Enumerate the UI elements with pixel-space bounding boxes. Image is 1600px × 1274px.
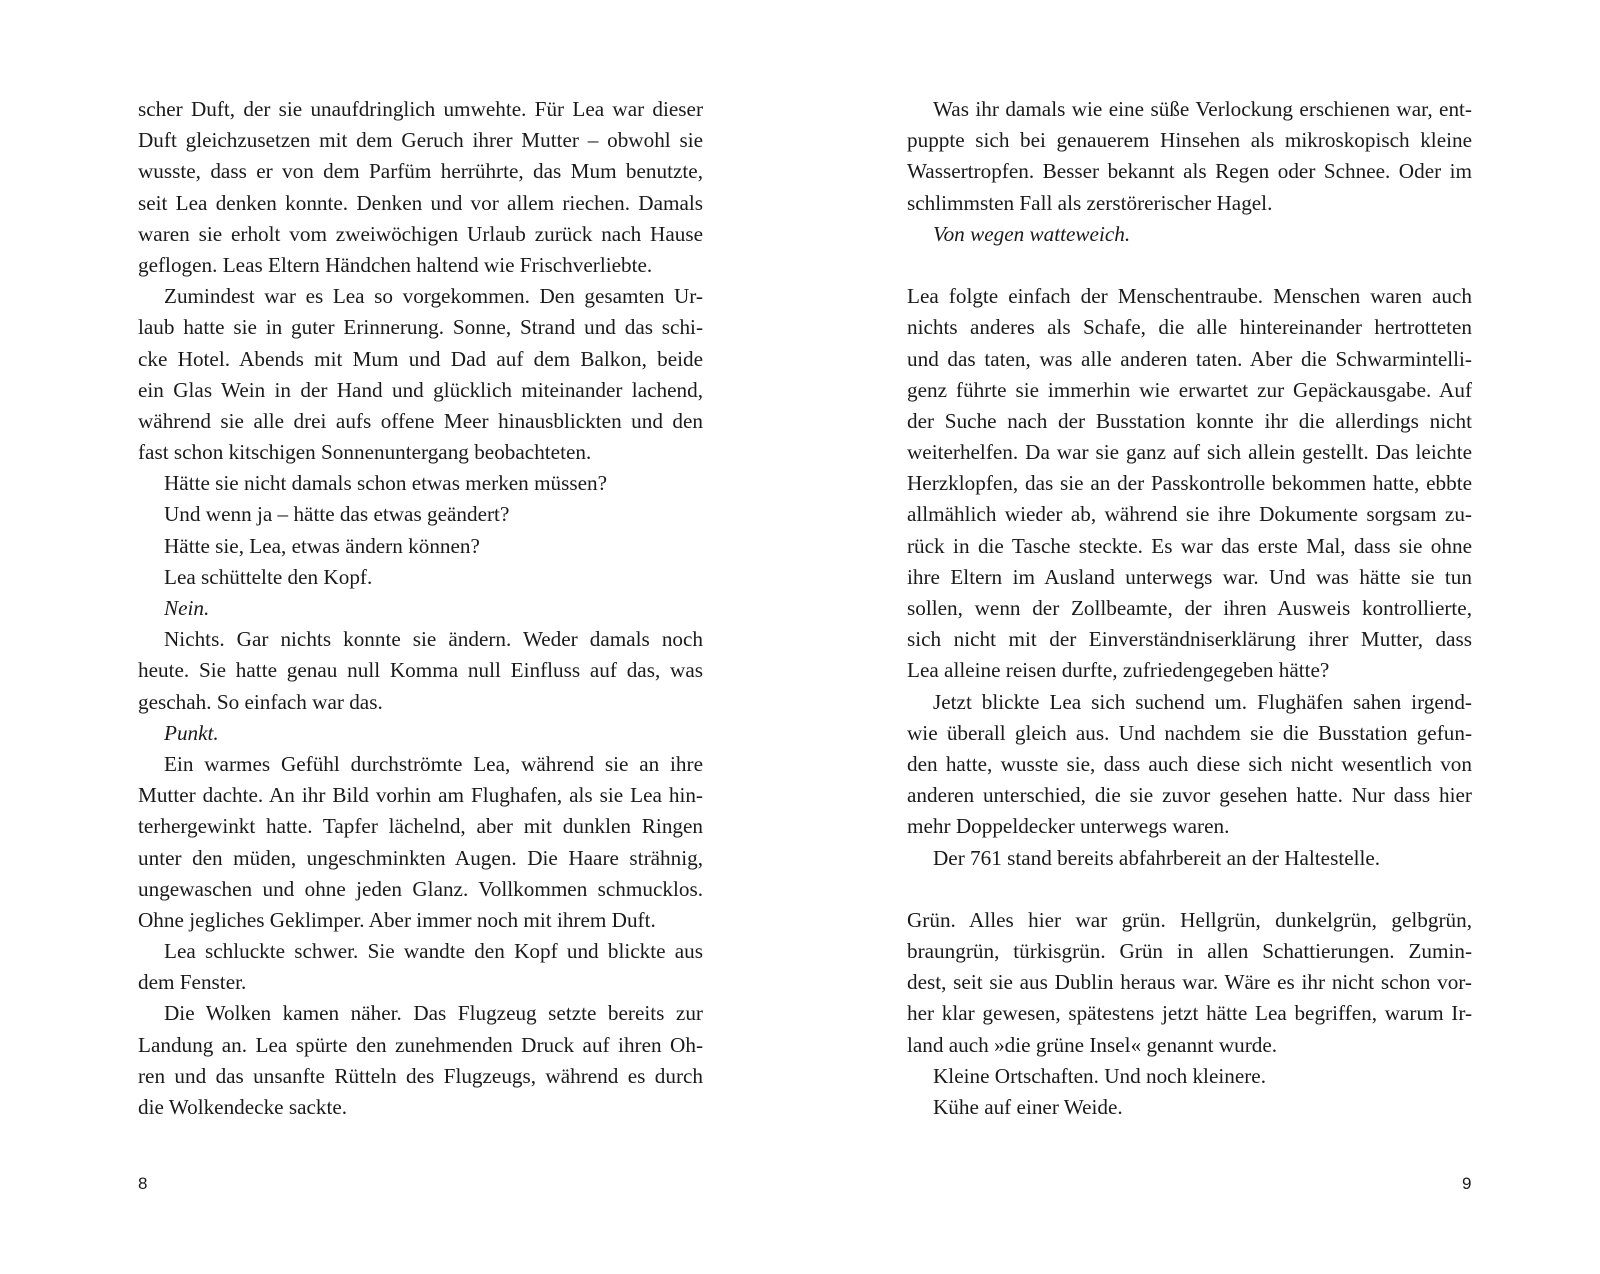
text-line: puppte sich bei genauerem Hinsehen als mikroskopisch kleine: [907, 128, 1472, 153]
text-line: die Wolkendecke sackte.: [138, 1095, 348, 1119]
text-line: geflogen. Leas Eltern Händchen haltend wie Frischverliebte.: [138, 252, 653, 277]
section-break: [907, 250, 1472, 281]
text-line: und das taten, was alle anderen taten. Aber die Schwarmintelli-: [907, 346, 1472, 371]
italic-text-line: Punkt.: [164, 720, 219, 745]
text-line: Lea schluckte schwer. Sie wandte den Kopf und blickte aus: [164, 939, 703, 964]
text-line: genz führte sie immerhin wie erwartet zur Gepäckausgabe. Auf: [907, 377, 1472, 402]
text-line: Und wenn ja – hätte das etwas geändert?: [164, 502, 510, 527]
text-line: land auch »die grüne Insel« genannt wurde.: [907, 1032, 1278, 1057]
text-line: während sie alle drei aufs offene Meer hinausblickten und den: [138, 408, 703, 433]
text-line: fast schon kitschigen Sonnenuntergang beobachteten.: [138, 440, 592, 465]
text-line: wie überall gleich aus. Und nachdem sie die Busstation gefun-: [907, 720, 1472, 745]
text-line: Nichts. Gar nichts konnte sie ändern. Weder damals noch: [164, 627, 703, 652]
text-line: Landung an. Lea spürte den zunehmenden Druck auf ihren Oh-: [138, 1032, 703, 1057]
text-line: Die Wolken kamen näher. Das Flugzeug setzte bereits zur: [164, 1001, 703, 1026]
page-number-right: 9: [1462, 1174, 1472, 1193]
text-line: sich nicht mit der Einverständniserklärung ihrer Mutter, dass: [907, 627, 1472, 652]
text-line: schlimmsten Fall als zerstörerischer Hagel.: [907, 190, 1273, 215]
section-break: [907, 874, 1472, 905]
text-line: weiterhelfen. Da war sie ganz auf sich allein gestellt. Das leichte: [907, 440, 1472, 465]
text-line: Lea alleine reisen durfte, zufriedengegeben hätte?: [907, 658, 1330, 683]
text-line: geschah. So einfach war das.: [138, 689, 383, 714]
text-line: anderen unterschied, die sie zuvor gesehen hatte. Nur dass hier: [907, 783, 1472, 808]
text-line: Kühe auf einer Weide.: [933, 1095, 1123, 1119]
text-line: unter den müden, ungeschminkten Augen. Die Haare strähnig,: [138, 845, 703, 870]
text-line: ren und das unsanfte Rütteln des Flugzeugs, während es durch: [138, 1063, 703, 1088]
left-page-text: [138, 94, 703, 1123]
text-line: ein Glas Wein in der Hand und glücklich miteinander lachend,: [138, 377, 703, 402]
text-line: mehr Doppeldecker unterwegs waren.: [907, 814, 1230, 839]
text-line: Grün. Alles hier war grün. Hellgrün, dunkelgrün, gelbgrün,: [907, 907, 1472, 932]
text-line: seit Lea denken konnte. Denken und vor allem riechen. Damals: [138, 190, 703, 215]
page-number-left: 8: [138, 1174, 148, 1193]
text-line: her klar gewesen, spätestens jetzt hätte Lea begriffen, warum Ir-: [907, 1001, 1472, 1026]
text-line: Was ihr damals wie eine süße Verlockung erschienen war, ent-: [933, 97, 1472, 121]
italic-text-line: Nein.: [164, 596, 210, 620]
text-line: rück in die Tasche steckte. Es war das erste Mal, dass sie ohne: [907, 533, 1472, 558]
text-line: Wassertropfen. Besser bekannt als Regen oder Schnee. Oder im: [907, 159, 1472, 184]
text-line: Hätte sie, Lea, etwas ändern können?: [164, 533, 480, 558]
text-line: Duft gleichzusetzen mit dem Geruch ihrer Mutter – obwohl sie: [138, 128, 703, 153]
text-line: Zumindest war es Lea so vorgekommen. Den gesamten Ur-: [164, 284, 703, 309]
text-line: cke Hotel. Abends mit Mum und Dad auf dem Balkon, beide: [138, 346, 703, 371]
text-line: Der 761 stand bereits abfahrbereit an der Haltestelle.: [933, 845, 1381, 870]
text-line: laub hatte sie in guter Erinnerung. Sonne, Strand und das schi-: [138, 315, 703, 340]
text-line: Mutter dachte. An ihr Bild vorhin am Flughafen, als sie Lea hin-: [138, 783, 703, 808]
text-line: terhergewinkt hatte. Tapfer lächelnd, aber mit dunklen Ringen: [138, 814, 703, 839]
text-line: dest, seit sie aus Dublin heraus war. Wäre es ihr nicht schon vor-: [907, 970, 1472, 995]
text-line: ihre Eltern im Ausland unterwegs war. Und was hätte sie tun: [907, 564, 1472, 589]
text-line: waren sie erholt vom zweiwöchigen Urlaub zurück nach Hause: [138, 221, 703, 246]
text-line: dem Fenster.: [138, 970, 247, 995]
italic-text-line: Von wegen watteweich.: [933, 221, 1131, 246]
text-line: ungewaschen und ohne jeden Glanz. Vollkommen schmucklos.: [138, 876, 703, 901]
text-line: nichts anderes als Schafe, die alle hintereinander hertrotteten: [907, 315, 1472, 340]
text-line: heute. Sie hatte genau null Komma null Einfluss auf das, was: [138, 658, 703, 683]
right-page-text: [907, 94, 1472, 1123]
text-line: Ein warmes Gefühl durchströmte Lea, während sie an ihre: [164, 751, 703, 776]
text-line: Ohne jegliches Geklimper. Aber immer noch mit ihrem Duft.: [138, 907, 656, 932]
text-line: allmählich wieder ab, während sie ihre Dokumente sorgsam zu-: [907, 502, 1472, 527]
text-line: Lea folgte einfach der Menschentraube. Menschen waren auch: [907, 284, 1472, 309]
text-line: braungrün, türkisgrün. Grün in allen Schattierungen. Zumin-: [907, 939, 1472, 964]
text-line: Lea schüttelte den Kopf.: [164, 564, 373, 589]
text-line: wusste, dass er von dem Parfüm herrührte, das Mum benutzte,: [138, 159, 703, 184]
text-line: Herzklopfen, das sie an der Passkontrolle bekommen hatte, ebbte: [907, 471, 1472, 496]
text-line: scher Duft, der sie unaufdringlich umwehte. Für Lea war dieser: [138, 97, 703, 121]
text-line: Kleine Ortschaften. Und noch kleinere.: [933, 1063, 1266, 1088]
text-line: Jetzt blickte Lea sich suchend um. Flughäfen sahen irgend-: [933, 689, 1472, 714]
text-line: der Suche nach der Busstation konnte ihr die allerdings nicht: [907, 408, 1472, 433]
text-line: Hätte sie nicht damals schon etwas merken müssen?: [164, 471, 608, 496]
text-line: den hatte, wusste sie, dass auch diese sich nicht wesentlich von: [907, 751, 1472, 776]
text-line: sollen, wenn der Zollbeamte, der ihren Ausweis kontrollierte,: [907, 596, 1472, 620]
